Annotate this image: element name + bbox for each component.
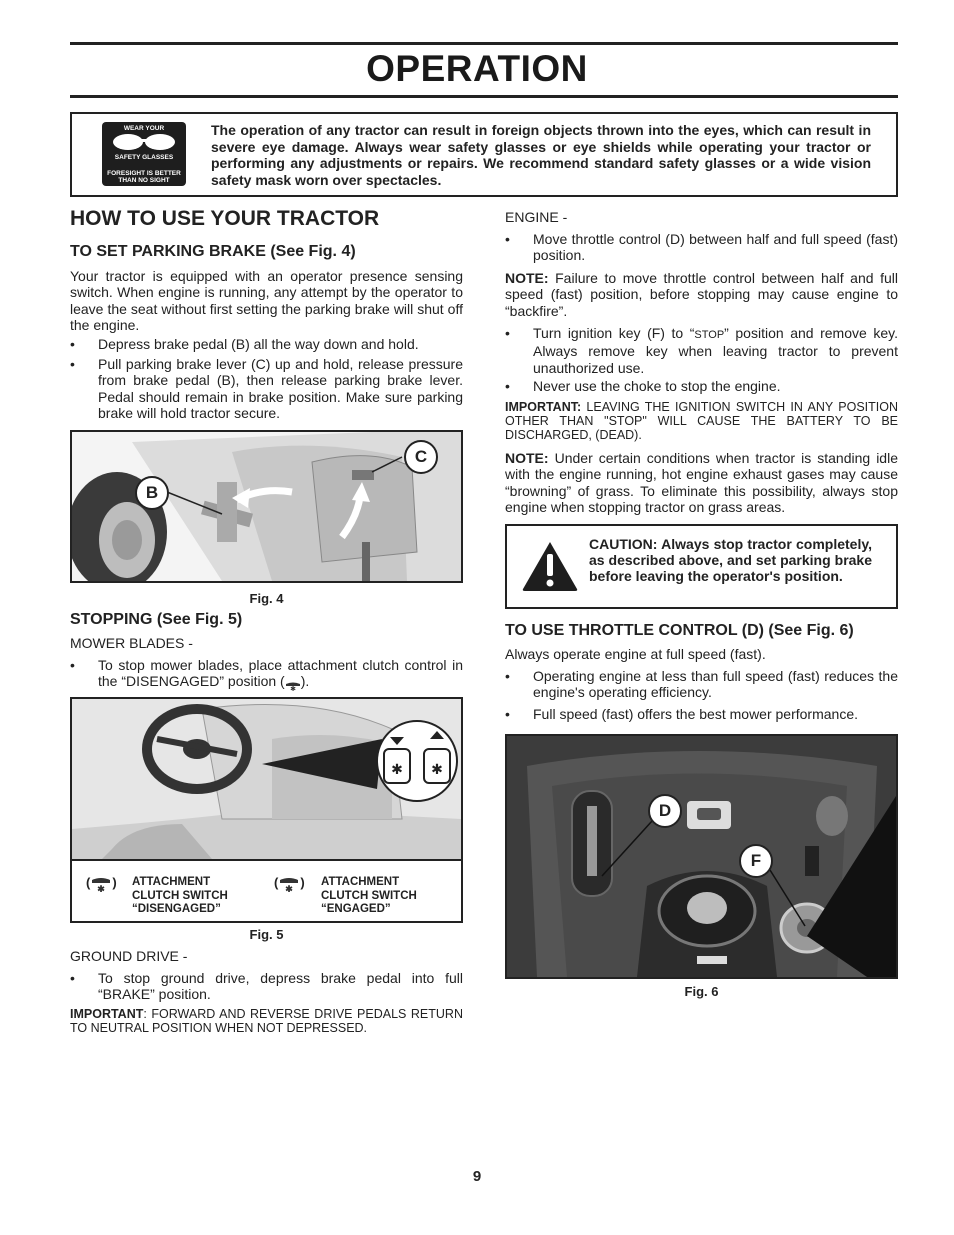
note-browning: NOTE: Under certain conditions when tractor is standing idle with the engine running, hot engine exhaust gases may cause “browning” of grass. To eliminate this possibility, always stop engine when stopping tractor on grass areas. (505, 450, 898, 516)
throttle-heading: TO USE THROTTLE CONTROL (D) (See Fig. 6) (505, 622, 854, 639)
tractor-brake-illustration (72, 432, 461, 581)
ground-drive-label: GROUND DRIVE - (70, 948, 188, 964)
stopping-heading: STOPPING (See Fig. 5) (70, 611, 243, 628)
section-heading (70, 207, 379, 231)
caution-text: CAUTION: Always stop tractor completely, as described above, and set parking brake before leaving the operator's position. (589, 536, 872, 584)
list-item: • Pull parking brake lever (C) up and hold, release pressure from brake pedal (B), then release parking brake lever. Pedal should remain in brake position. Make sure parking brake will hold tractor secure. (70, 356, 463, 422)
engaged-label: ATTACHMENT CLUTCH SWITCH “ENGAGED” (321, 876, 417, 915)
callout-d: D (648, 794, 682, 828)
engaged-switch-icon: ( ✱ ) (274, 875, 305, 892)
fig6-caption: Fig. 6 (684, 984, 719, 999)
how-to-use-heading: HOW TO USE YOUR TRACTOR (70, 207, 380, 230)
throttle-ignition-illustration (507, 736, 896, 977)
list-item: • To stop mower blades, place attachment clutch control in the “DISENGAGED” position ( ✱ ). (70, 657, 463, 691)
page-title: OPERATION (366, 48, 588, 89)
safety-warning-text: The operation of any tractor can result in foreign objects thrown into the eyes, which can result in severe eye damage. Always wear safety glasses or eye shields while operating your tractor or performing any adjustments or repairs. We recommend standard safety glasses or a wide vision safety mask worn over spectacles. (211, 122, 871, 188)
svg-text:✱: ✱ (431, 761, 443, 777)
note-backfire: NOTE: Failure to move throttle control between half and full speed (fast) position, before stopping may cause engine to “backfire”. (505, 270, 898, 319)
callout-f: F (739, 844, 773, 878)
callout-c: C (404, 440, 438, 474)
fig4-caption: Fig. 4 (249, 591, 284, 606)
engine-label: ENGINE - (505, 209, 568, 225)
fig5-image (70, 697, 463, 923)
list-item: • Move throttle control (D) between half and full speed (fast) position. (505, 231, 898, 264)
warning-triangle-icon (521, 540, 579, 592)
list-item: • Never use the choke to stop the engine. (505, 378, 781, 394)
list-item: • Turn ignition key (F) to “STOP” position and remove key. Always remove key when leaving tractor to prevent unauthorized use. (505, 325, 898, 376)
fig6-image (505, 734, 898, 979)
page-number: 9 (472, 1168, 482, 1185)
fig5-divider (72, 859, 461, 861)
svg-text:✱: ✱ (391, 761, 403, 777)
svg-text:✱: ✱ (285, 883, 294, 892)
title-underline (70, 95, 898, 98)
fig5-caption: Fig. 5 (249, 927, 284, 942)
top-rule (70, 42, 898, 45)
throttle-intro: Always operate engine at full speed (fast). (505, 646, 766, 662)
svg-text:✱: ✱ (289, 685, 296, 691)
glasses-icon (109, 132, 179, 152)
callout-b: B (135, 476, 169, 510)
list-item: • Full speed (fast) offers the best mower performance. (505, 706, 858, 722)
disengaged-label: ATTACHMENT CLUTCH SWITCH “DISENGAGED” (132, 876, 228, 915)
disengaged-icon (285, 678, 301, 691)
list-item: • To stop ground drive, depress brake pedal into full “BRAKE” position. (70, 970, 463, 1003)
important-note-left: IMPORTANT: FORWARD AND REVERSE DRIVE PEDALS RETURN TO NEUTRAL POSITION WHEN NOT DEPRESSED. (70, 1007, 463, 1035)
tractor-dashboard-illustration (72, 699, 461, 859)
parking-brake-heading: TO SET PARKING BRAKE (See Fig. 4) (70, 243, 356, 260)
disengaged-switch-icon: ( ✱ ) (86, 875, 117, 892)
caution-box (505, 524, 898, 609)
safety-warning-box (70, 112, 898, 197)
mower-blades-label: MOWER BLADES - (70, 635, 193, 651)
list-item: • Depress brake pedal (B) all the way down and hold. (70, 336, 419, 352)
safety-glasses-icon: WEAR YOUR SAFETY GLASSES FORESIGHT IS BETTER THAN NO SIGHT (102, 122, 186, 186)
important-note-right: IMPORTANT: LEAVING THE IGNITION SWITCH IN ANY POSITION OTHER THAN "STOP" WILL CAUSE THE BATTERY TO BE DISCHARGED, (DEAD). (505, 400, 898, 442)
fig4-image (70, 430, 463, 583)
svg-text:✱: ✱ (97, 883, 106, 892)
parking-brake-intro: Your tractor is equipped with an operator presence sensing switch. When engine is running, any attempt by the operator to leave the seat without first setting the parking brake will shut off the engine. (70, 268, 463, 334)
list-item: • Operating engine at less than full speed (fast) reduces the engine's operating efficiency. (505, 668, 898, 701)
